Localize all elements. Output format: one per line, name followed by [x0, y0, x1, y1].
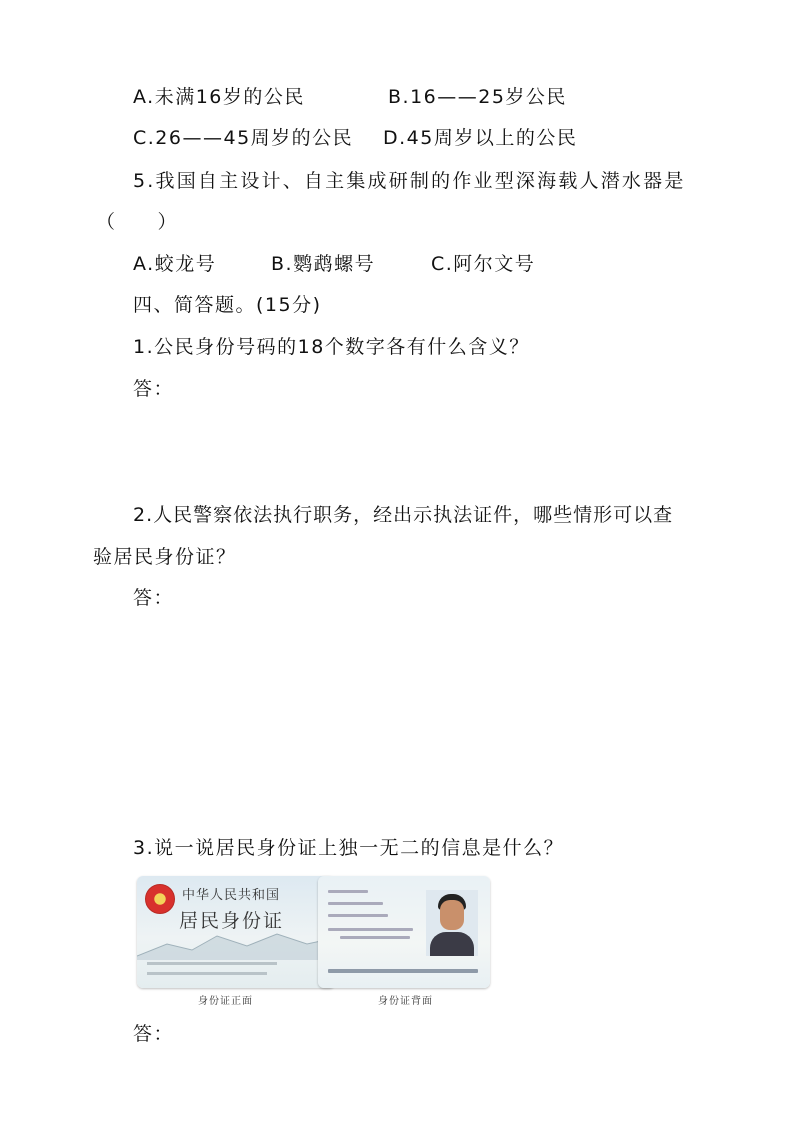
short-answer-q2-line1: 2.人民警察依法执行职务，经出示执法证件，哪些情形可以查 [133, 504, 674, 526]
id-front-title-card: 居民身份证 [179, 910, 285, 932]
id-back-gender-line [328, 902, 383, 905]
id-back-birth-line [328, 914, 388, 917]
q5-blank[interactable]: （ ） [96, 211, 179, 233]
id-back-caption: 身份证背面 [378, 996, 433, 1007]
id-back-address-line-1 [328, 928, 413, 931]
great-wall-icon [137, 926, 335, 960]
short-answer-q2-line2: 验居民身份证？ [93, 546, 237, 568]
id-front-title-country: 中华人民共和国 [182, 888, 281, 903]
q4-option-a[interactable]: A.未满16岁的公民 [133, 86, 305, 108]
q2-answer-label: 答： [133, 587, 175, 609]
q4-option-d[interactable]: D.45周岁以上的公民 [383, 127, 578, 149]
q5-option-a[interactable]: A.蛟龙号 [133, 253, 217, 275]
q4-option-c[interactable]: C.26——45周岁的公民 [133, 127, 354, 149]
section-heading: 四、简答题。(15分) [133, 294, 322, 316]
id-front-validity-line [147, 972, 267, 975]
id-back-address-line-2 [340, 936, 410, 939]
short-answer-q1: 1.公民身份号码的18个数字各有什么含义？ [133, 336, 530, 358]
id-front-caption: 身份证正面 [198, 996, 253, 1007]
id-back-number-line [328, 969, 478, 973]
q3-answer-label: 答： [133, 1023, 175, 1045]
q4-option-b[interactable]: B.16——25岁公民 [388, 86, 567, 108]
id-back-name-line [328, 890, 368, 893]
q5-question: 5.我国自主设计、自主集成研制的作业型深海载人潜水器是 [133, 170, 686, 192]
short-answer-q3: 3.说一说居民身份证上独一无二的信息是什么？ [133, 837, 565, 859]
id-front-authority-line [147, 962, 277, 965]
id-card-back-image [318, 876, 490, 988]
id-card-front-image [137, 876, 335, 988]
q1-answer-label: 答： [133, 378, 175, 400]
id-photo-image [426, 890, 478, 956]
q5-option-c[interactable]: C.阿尔文号 [431, 253, 536, 275]
national-emblem-icon [145, 884, 175, 914]
q5-option-b[interactable]: B.鹦鹉螺号 [271, 253, 376, 275]
